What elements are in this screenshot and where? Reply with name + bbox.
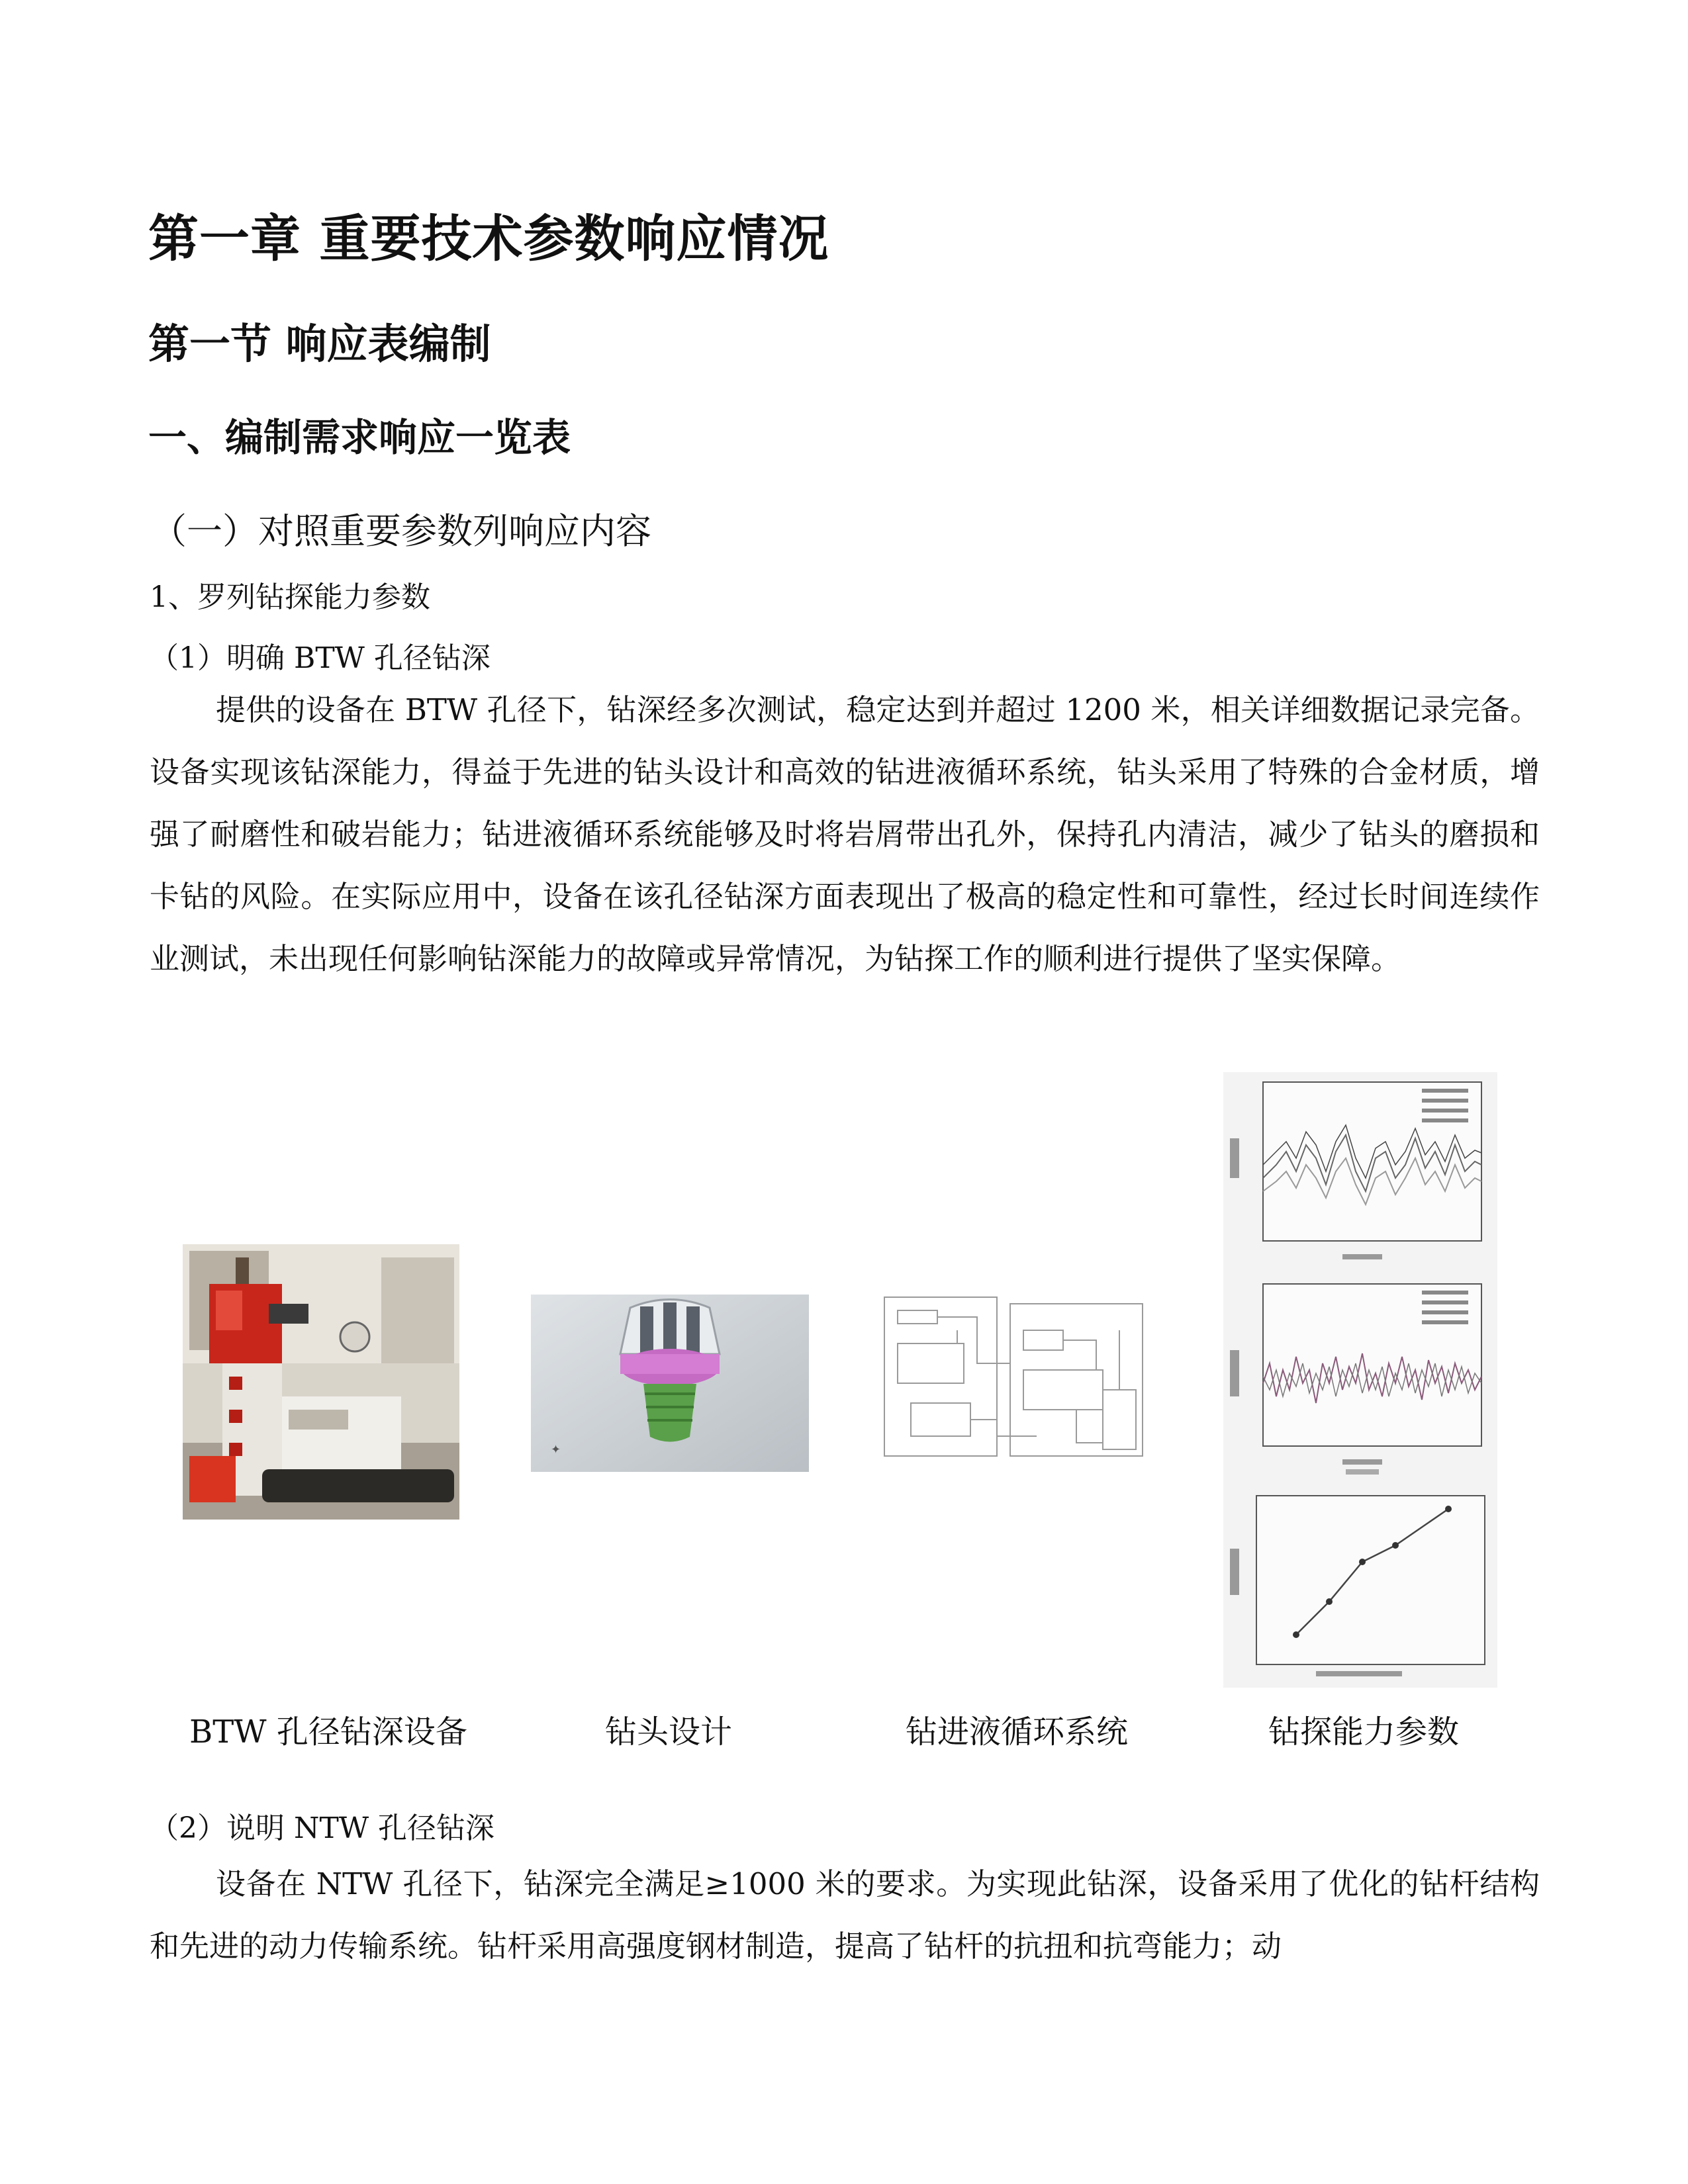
drill-bit-image xyxy=(531,1295,809,1472)
caption-btw-equipment: BTW 孔径钻深设备 xyxy=(189,1713,467,1751)
chart-panel-middle xyxy=(1230,1284,1481,1475)
chart-panel-bottom xyxy=(1230,1496,1485,1676)
drill-bit-render xyxy=(531,1295,809,1472)
caption-circulation-system: 钻进液循环系统 xyxy=(905,1713,1128,1751)
chapter-title: 第一章 重要技术参数响应情况 xyxy=(148,209,829,268)
caption-capability-params: 钻探能力参数 xyxy=(1268,1713,1459,1751)
item-heading: （一）对照重要参数列响应内容 xyxy=(151,510,651,552)
chart-panel-top xyxy=(1230,1082,1481,1259)
paragraph-ntw: 设备在 NTW 孔径下，钻深完全满足≥1000 米的要求。为实现此钻深，设备采用了优化的钻杆结构和先进的动力传输系统。钻杆采用高强度钢材制造，提高了钻杆的抗扭和抗弯能力；动 xyxy=(150,1866,1540,1964)
circulation-system-diagram xyxy=(878,1291,1156,1469)
item-1-1-heading: （1）明确 BTW 孔径钻深 xyxy=(150,641,491,675)
section-title: 第一节 响应表编制 xyxy=(148,320,491,368)
svg-text:✦: ✦ xyxy=(551,1443,561,1457)
item-1-heading: 1、罗列钻探能力参数 xyxy=(150,580,430,614)
capability-charts-image xyxy=(1223,1072,1497,1688)
drilling-capability-charts xyxy=(1223,1072,1497,1688)
drilling-rig-photo xyxy=(183,1244,459,1520)
item-1-2-heading: （2）说明 NTW 孔径钻深 xyxy=(150,1811,495,1845)
circulation-diagram-image xyxy=(878,1291,1156,1469)
drilling-rig-image xyxy=(183,1244,459,1520)
caption-drill-bit: 钻头设计 xyxy=(604,1713,732,1751)
paragraph-btw: 提供的设备在 BTW 孔径下，钻深经多次测试，稳定达到并超过 1200 米，相关详细数据记录完备。设备实现该钻深能力，得益于先进的钻头设计和高效的钻进液循环系统，钻头采用了特殊的合金材质，增强了耐磨性和破岩能力；钻进液循环系统能够及时将岩屑带出孔外，保持孔内清洁，减少了钻头的磨损和卡钻的风险。在实际应用中，设备在该孔径钻深方面表现出了极高的稳定性和可靠性，经过长时间连续作业测试，未出现任何影响钻深能力的故障或异常情况，为钻探工作的顺利进行提供了坚实保障。 xyxy=(150,692,1540,976)
subsection-title: 一、编制需求响应一览表 xyxy=(148,415,571,460)
